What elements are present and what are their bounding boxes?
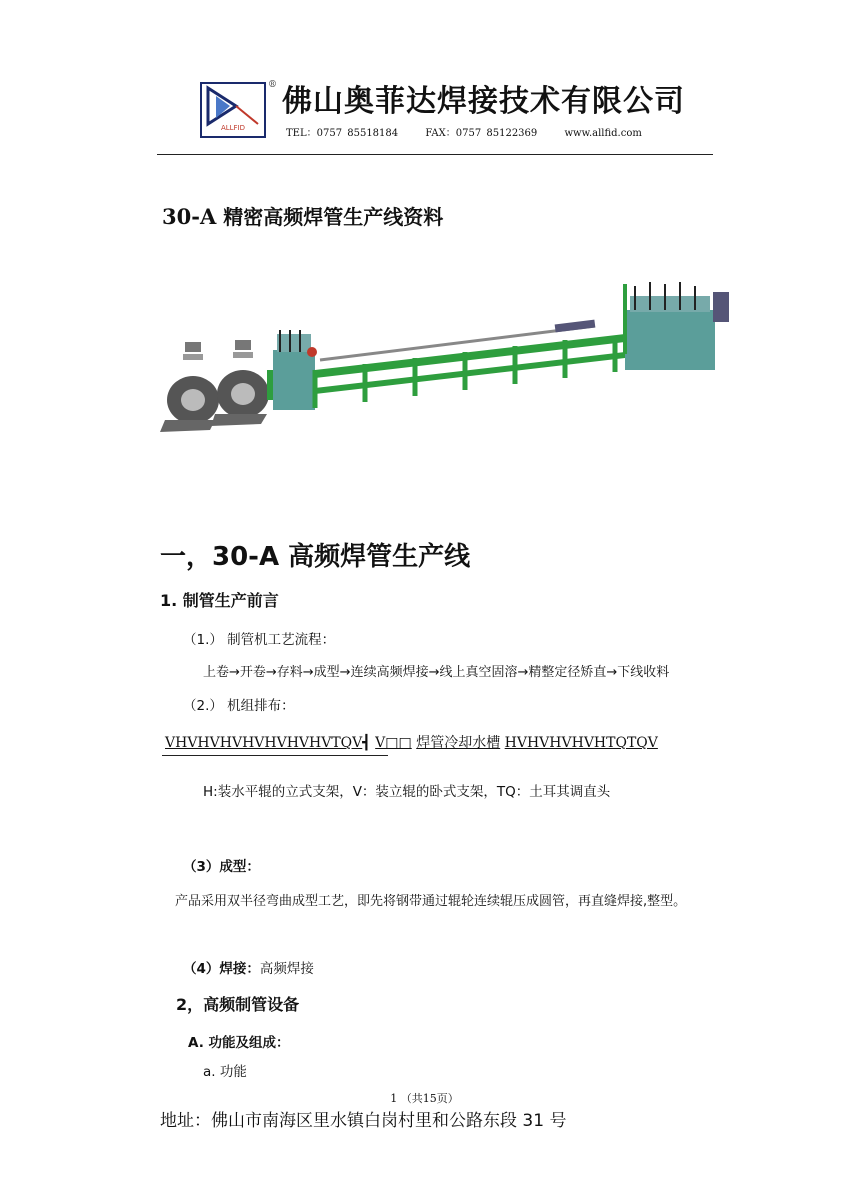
page-number: 1 （共15页） bbox=[390, 1092, 459, 1105]
sub-a-item: a. 功能 bbox=[203, 1064, 247, 1080]
section-title: 一，30-A 高频焊管生产线 bbox=[160, 542, 471, 572]
item-4-label: （4）焊接： bbox=[183, 961, 260, 977]
website-text: www.allfid.com bbox=[564, 128, 642, 139]
subsection-2-title: 2，高频制管设备 bbox=[176, 995, 300, 1014]
header-divider bbox=[157, 154, 713, 155]
subsection-1-title: 1. 制管生产前言 bbox=[160, 591, 279, 610]
tel-text: TEL：0757 85518184 bbox=[286, 128, 399, 139]
welding-station-1 bbox=[267, 330, 317, 410]
fax-text: FAX：0757 85122369 bbox=[425, 128, 538, 139]
layout-part-1: VHVHVHVHVHVHVHVTQV bbox=[165, 735, 363, 751]
layout-separator-icon: ┫ bbox=[362, 735, 371, 751]
document-title-text: 精密高频焊管生产线资料 bbox=[216, 205, 444, 229]
layout-part-4: HVHVHVHVHTQTQV bbox=[504, 735, 658, 751]
cooling-frame bbox=[315, 320, 625, 408]
company-logo bbox=[200, 82, 266, 138]
item-4-value: 高频焊接 bbox=[259, 961, 314, 977]
layout-underline bbox=[162, 755, 388, 756]
logo-text: ALLFID bbox=[220, 124, 246, 132]
item-4-line bbox=[183, 957, 314, 977]
process-flow: 上卷→开卷→存料→成型→连续高频焊接→线上真空固溶→精整定径矫直→下线收料 bbox=[203, 665, 670, 680]
sub-a-title: A. 功能及组成： bbox=[188, 1035, 290, 1051]
production-line-illustration bbox=[155, 270, 735, 440]
footer-address: 地址：佛山市南海区里水镇白岗村里和公路东段 31 号 bbox=[160, 1111, 567, 1131]
item-2-label: （2.） 机组排布： bbox=[183, 698, 295, 714]
contact-line bbox=[286, 124, 664, 139]
document-title-number: 30-A bbox=[162, 204, 217, 229]
decoiler-1 bbox=[160, 342, 219, 432]
unit-layout bbox=[165, 732, 658, 752]
item-3-label: （3）成型： bbox=[183, 859, 260, 875]
layout-legend: H:装水平辊的立式支架，V：装立辊的卧式支架，TQ：土耳其调直头 bbox=[203, 784, 611, 800]
decoiler-2 bbox=[211, 340, 269, 426]
layout-part-3: 焊管冷却水槽 bbox=[416, 735, 501, 751]
company-name: 佛山奥菲达焊接技术有限公司 bbox=[282, 84, 685, 119]
forming-mill bbox=[623, 282, 729, 370]
forming-description: 产品采用双半径弯曲成型工艺，即先将钢带通过辊轮连续辊压成圆管，再直缝焊接,整型。 bbox=[175, 894, 687, 909]
document-title bbox=[162, 201, 443, 230]
registered-mark: ® bbox=[268, 80, 277, 90]
layout-part-2: V□□ bbox=[375, 735, 412, 751]
item-1-label: （1.） 制管机工艺流程： bbox=[183, 632, 336, 648]
